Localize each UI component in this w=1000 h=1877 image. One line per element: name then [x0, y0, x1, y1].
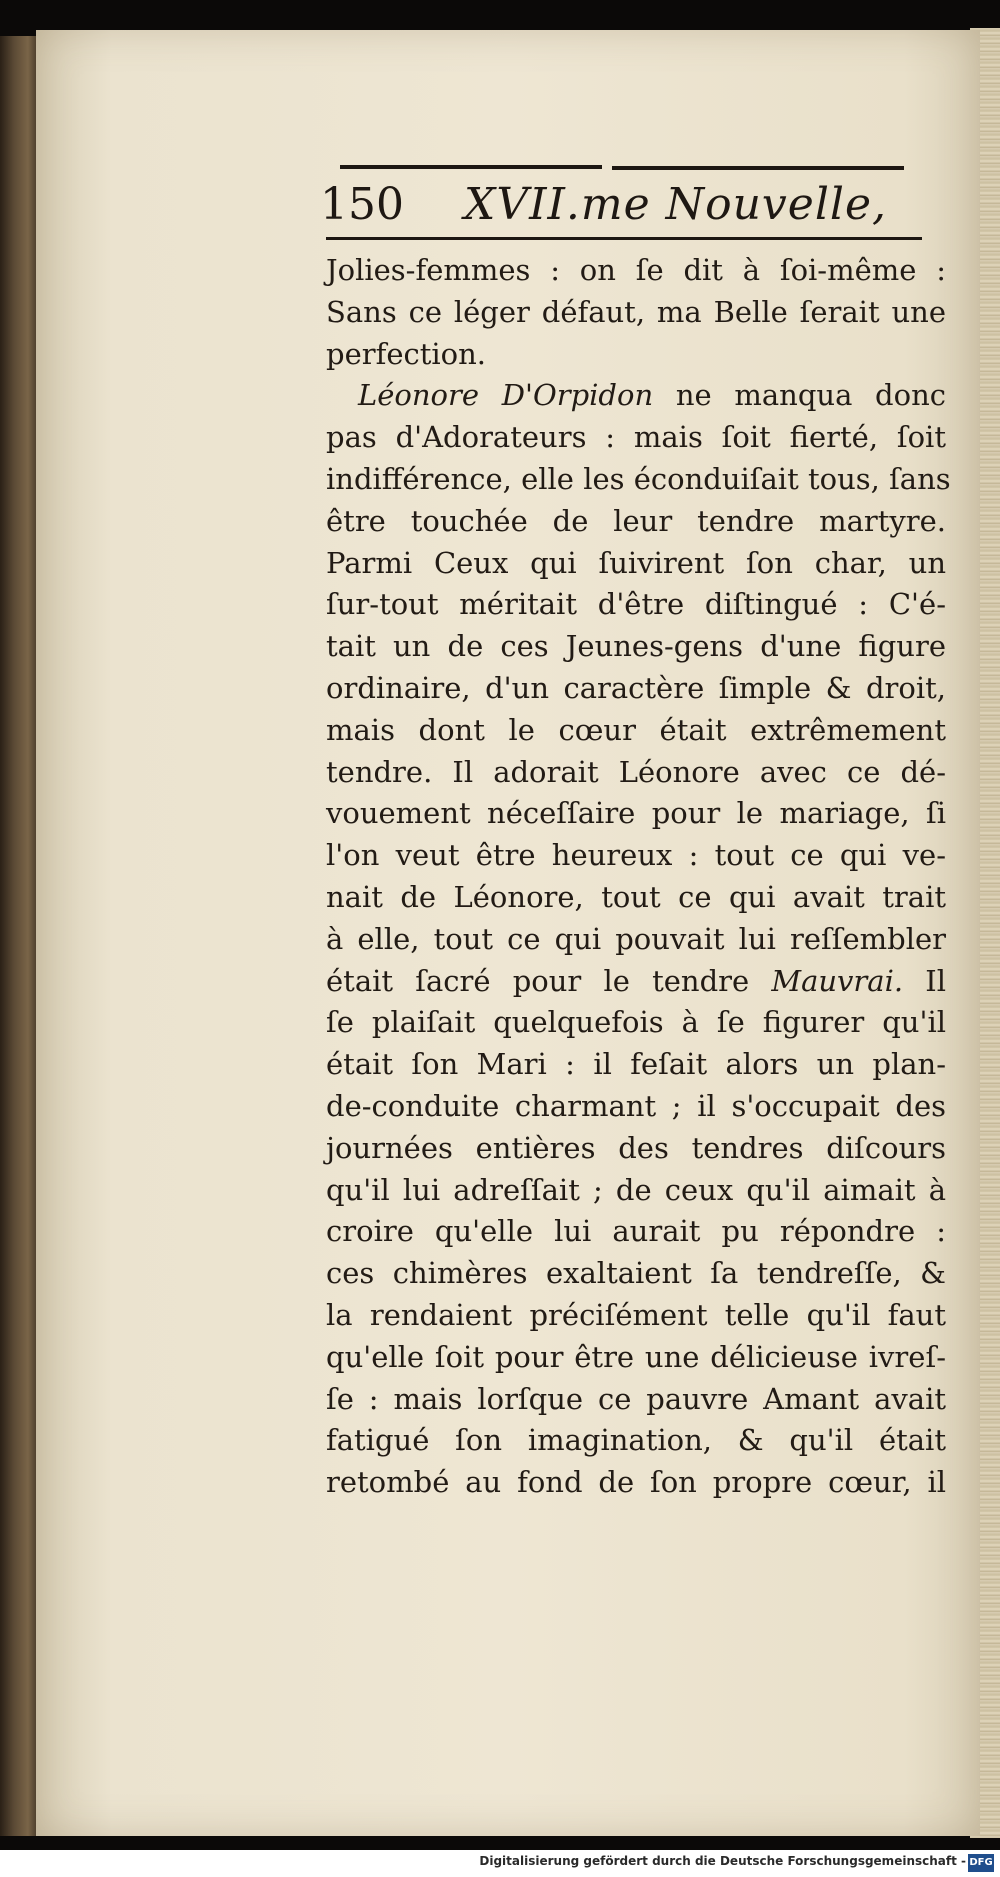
- page-number: 150: [320, 179, 404, 230]
- text-line: Sans ce léger défaut, ma Belle ſerait une: [326, 294, 946, 329]
- dfg-logo: DFG: [968, 1854, 994, 1872]
- text-line: qu'elle ſoit pour être une délicieuse ivreſ-: [326, 1339, 946, 1374]
- header-rule-top-left: [340, 165, 602, 169]
- text-line: vouement néceſſaire pour le mariage, ſi: [326, 796, 946, 831]
- text-line: ſe plaiſait quelquefois à ſe figurer qu'il: [326, 1005, 946, 1040]
- header-rule-top-right: [612, 166, 904, 170]
- text-line: Léonore D'Orpidon ne manqua donc: [358, 378, 946, 413]
- text-line: était ſon Mari : il feſait alors un plan-: [326, 1047, 946, 1082]
- digitization-credit-bar: [0, 1850, 1000, 1877]
- italic-name: Léonore D'Orpidon: [358, 378, 654, 413]
- credit-text: Digitalisierung gefördert durch die Deutsche Forschungsgemeinschaft -: [479, 1854, 966, 1868]
- text-line: ordinaire, d'un caractère ſimple & droit,: [326, 670, 946, 705]
- text-line: retombé au fond de ſon propre cœur, il: [326, 1465, 946, 1500]
- text-line: nait de Léonore, tout ce qui avait trait: [326, 879, 946, 914]
- text-line: ſur-tout méritait d'être diſtingué : C'é-: [326, 587, 946, 622]
- text-line: tait un de ces Jeunes-gens d'une figure: [326, 629, 946, 664]
- text-line: de-conduite charmant ; il s'occupait des: [326, 1088, 946, 1123]
- text-line: la rendaient préciſément telle qu'il faut: [326, 1297, 946, 1332]
- text-line: qu'il lui adreſſait ; de ceux qu'il aimait à: [326, 1172, 946, 1207]
- header-rule-bottom: [326, 237, 922, 240]
- text-line: journées entières des tendres diſcours: [326, 1130, 946, 1165]
- text-line: croire qu'elle lui aurait pu répondre :: [326, 1214, 946, 1249]
- text-line: fatigué ſon imagination, & qu'il était: [326, 1423, 946, 1458]
- italic-name: Mauvrai.: [771, 963, 904, 998]
- text-line: à elle, tout ce qui pouvait lui reſſembler: [326, 921, 946, 956]
- text-line: indifférence, elle les éconduiſait tous, ſans: [326, 461, 951, 496]
- text-line: Jolies-femmes : on ſe dit à ſoi-même :: [326, 253, 946, 287]
- text-line: l'on veut être heureux : tout ce qui ve-: [326, 838, 946, 873]
- text-line: pas d'Adorateurs : mais ſoit fierté, ſoit: [326, 420, 946, 455]
- book-spine: [0, 36, 40, 1836]
- running-title: XVII.me Nouvelle,: [464, 179, 887, 230]
- text-line: être touchée de leur tendre martyre.: [326, 503, 946, 538]
- text-line: tendre. Il adorait Léonore avec ce dé-: [326, 754, 946, 789]
- text-line: perfection.: [326, 336, 487, 371]
- running-head: [320, 176, 940, 234]
- text-line: ces chimères exaltaient ſa tendreſſe, &: [326, 1256, 946, 1291]
- text-line: Parmi Ceux qui ſuivirent ſon char, un: [326, 545, 946, 580]
- body-text: [326, 250, 951, 1504]
- text-line: ſe : mais lorſque ce pauvre Amant avait: [326, 1381, 946, 1416]
- text-line: était ſacré pour le tendre Mauvrai. Il: [326, 963, 947, 998]
- text-line: mais dont le cœur était extrêmement: [326, 712, 946, 747]
